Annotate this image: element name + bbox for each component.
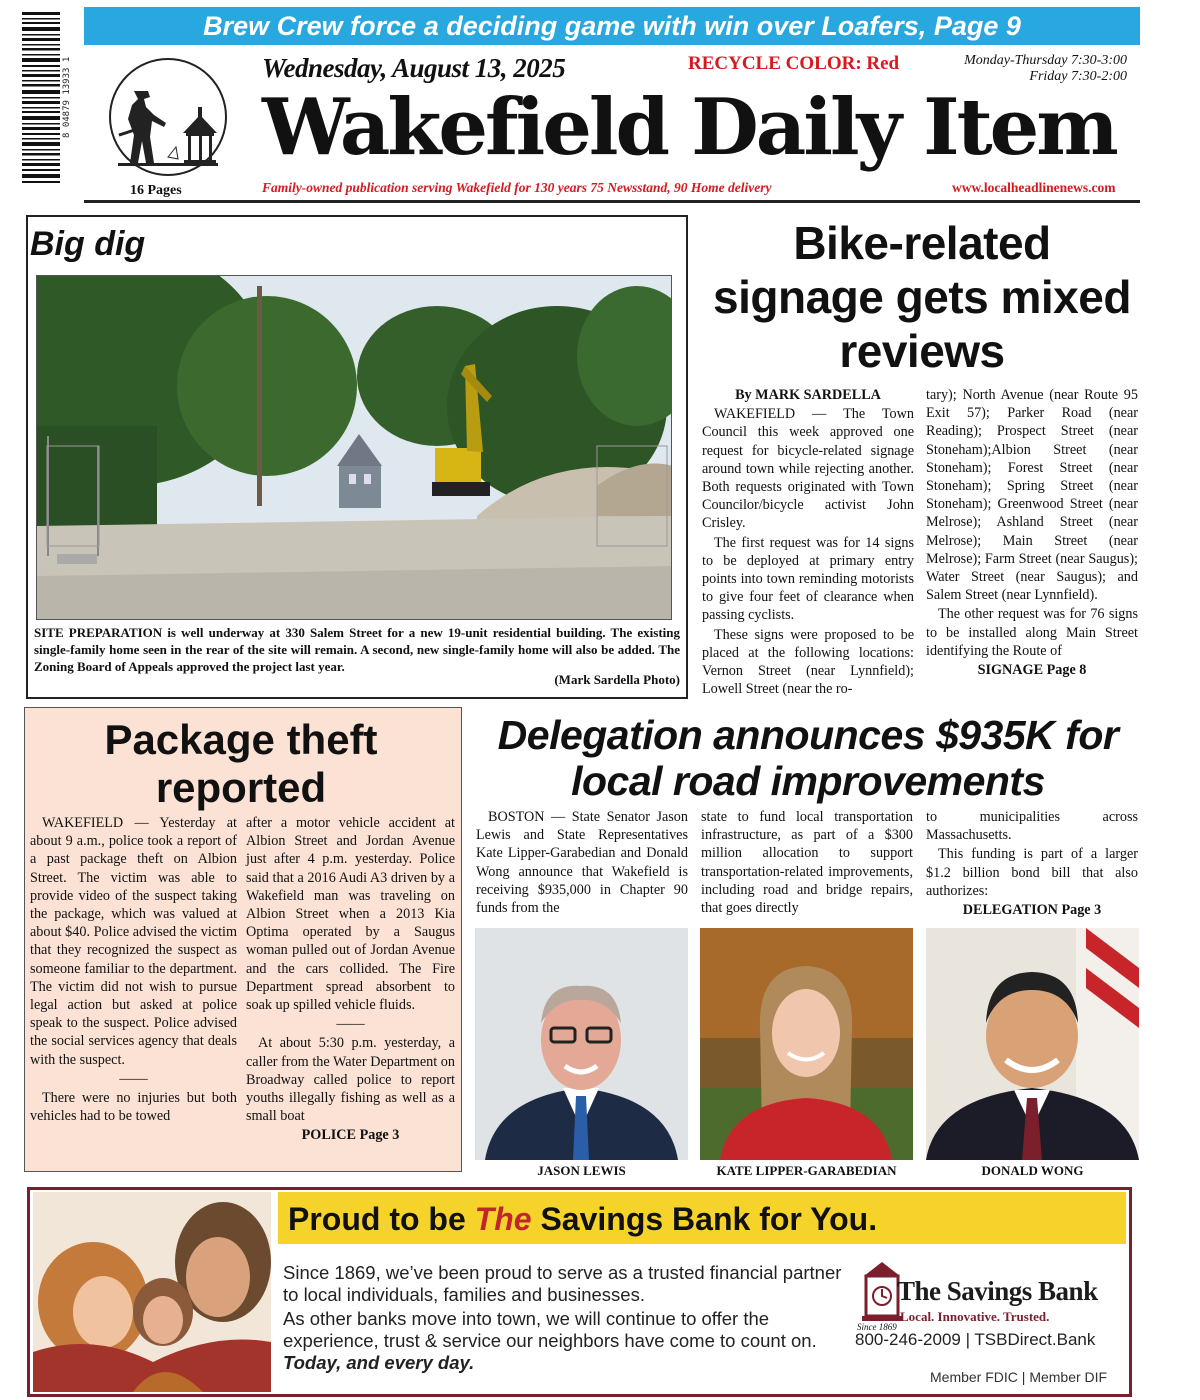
minuteman-logo xyxy=(88,55,248,183)
bigdig-title: Big dig xyxy=(30,225,146,263)
recycle-color: RECYCLE COLOR: Red xyxy=(688,53,900,74)
bike-paragraph-5: The other request was for 76 signs to be installed along Main Street identifying the Route of xyxy=(926,606,1138,659)
theft-paragraph-1: WAKEFIELD — Yesterday at about 9 a.m., police took a report of a past package theft on Albion Street. The victim was able to provide video of the suspect taking the package, which was valued at about $40. Police advised the victim that they recognized the suspect as someone familiar to the department. The victim did not wish to pursue legal action but asked at police speak to the suspect. Police advised the social services agency that deals with the suspect. xyxy=(30,815,237,1068)
bike-column-2 xyxy=(926,386,1138,680)
bank-since: Since 1869 xyxy=(857,1322,897,1332)
barcode-digits: 8 04879 13933 1 xyxy=(62,56,72,139)
promo-banner[interactable]: Brew Crew force a deciding game with win over Loafers, Page 9 xyxy=(84,7,1140,45)
issue-date: Wednesday, August 13, 2025 xyxy=(262,53,566,83)
delegation-paragraph-2: state to fund local transportation infrastructure, as part of a $300 million allocation to support transportation-related improvements, including road and bridge repairs, that goes directly xyxy=(701,809,913,917)
bike-column-1 xyxy=(702,386,914,699)
theft-headline[interactable]: Package theft reported xyxy=(104,716,378,811)
masthead-rule xyxy=(84,200,1140,203)
portrait-donald-wong xyxy=(926,928,1139,1160)
theft-column-1 xyxy=(30,814,237,1126)
bike-paragraph-3: These signs were proposed to be placed at the following locations: Vernon Street (near Lynnfield); Lowell Street (near the ro- xyxy=(702,626,914,698)
bike-jump-line[interactable]: SIGNAGE Page 8 xyxy=(977,662,1087,679)
hours-friday: Friday 7:30-2:00 xyxy=(1029,69,1127,84)
page-count: 16 Pages xyxy=(130,183,182,198)
ad-body-paragraph-2: As other banks move into town, we will continue to offer the experience, trust & service our neighbors have come to count on. Today, and every day. xyxy=(283,1308,817,1373)
delegation-column-3 xyxy=(926,808,1138,920)
ad-body-paragraph-1: Since 1869, we’ve been proud to serve as a trusted financial partner to local individuals, families and businesses. xyxy=(283,1262,842,1305)
theft-jump-line[interactable]: POLICE Page 3 xyxy=(301,1127,400,1144)
photo-caption: SITE PREPARATION is well underway at 330 Salem Street for a new 19-unit residential building. The existing single-family home seen in the rear of the site will remain. A second, new single-family home will also be added. The Zoning Board of Appeals approved the project last year. xyxy=(34,625,680,674)
bike-paragraph-1: WAKEFIELD — The Town Council this week approved one request for bicycle-related signage around town while rejecting another. Both requests originated with Town Councilor/bicycle activist John Crisley. xyxy=(702,406,914,532)
caption-donald-wong: DONALD WONG xyxy=(981,1163,1084,1178)
caption-kate-lipper-garabedian: KATE LIPPER-GARABEDIAN xyxy=(716,1163,897,1178)
theft-paragraph-3: after a motor vehicle accident at Albion Street and Jordan Avenue just after 4 p.m. yesterday. Police said that a 2016 Audi A3 driven by a Wakefield man was traveling on Albion Street when a 2013 Kia Optima operated by a Saugus woman pulled out of Jordan Avenue and the cars collided. The Fire Department spread absorbent to soak up spilled vehicle fluids. xyxy=(246,815,455,1014)
ad-body xyxy=(283,1262,843,1376)
delegation-paragraph-4: This funding is part of a larger $1.2 billion bond bill that also authorizes: xyxy=(926,846,1138,899)
bank-name: The Savings Bank xyxy=(897,1276,1098,1306)
delegation-headline[interactable]: Delegation announces $935K for local road improvements xyxy=(497,712,1119,804)
bank-tagline: Local. Innovative. Trusted. xyxy=(900,1309,1050,1324)
family-photo xyxy=(33,1192,271,1392)
theft-paragraph-2: There were no injuries but both vehicles had to be towed xyxy=(30,1090,237,1125)
bank-contact[interactable]: 800-246-2009 | TSBDirect.Bank xyxy=(855,1330,1096,1349)
ad-headline: Proud to be The Savings Bank for You. xyxy=(288,1201,878,1237)
delegation-jump-line[interactable]: DELEGATION Page 3 xyxy=(962,902,1102,919)
barcode xyxy=(22,10,60,185)
delegation-column-2 xyxy=(701,808,913,918)
delegation-paragraph-1: BOSTON — State Senator Jason Lewis and State Representatives Kate Lipper-Garabedian and Donald Wong announce that Wakefield is receiving $935,000 in Chapter 90 funds from the xyxy=(476,809,688,917)
hours-weekday: Monday-Thursday 7:30-3:00 xyxy=(964,53,1127,68)
caption-jason-lewis: JASON LEWIS xyxy=(537,1163,626,1178)
nameplate: Wakefield Daily Item xyxy=(262,82,1116,173)
website-link[interactable]: www.localheadlinenews.com xyxy=(952,180,1116,195)
portrait-kate-lipper-garabedian xyxy=(700,928,913,1160)
photo-credit: (Mark Sardella Photo) xyxy=(554,672,680,687)
delegation-paragraph-3: to municipalities across Massachusetts. xyxy=(926,809,1138,844)
bike-headline[interactable]: Bike-related signage gets mixed reviews xyxy=(713,217,1131,377)
bank-member-note: Member FDIC | Member DIF xyxy=(930,1369,1108,1385)
theft-separator-2: —— xyxy=(336,1016,365,1033)
portrait-jason-lewis xyxy=(475,928,688,1160)
theft-separator: —— xyxy=(119,1070,148,1087)
delegation-column-1 xyxy=(476,808,688,918)
bike-byline: By MARK SARDELLA xyxy=(735,387,881,403)
bike-paragraph-2: The first request was for 14 signs to be deployed at primary entry points into town reminding motorists to give four feet of clearance when passing cyclists. xyxy=(702,534,914,624)
bike-paragraph-4: tary); North Avenue (near Route 95 Exit 57); Parker Road (near Reading); Prospect Street (near Stoneham);Albion Street (near Stoneham); Forest Street (near Stoneham); Spring Street (near Stoneham); Greenwood Street (near Melrose); Ashland Street (near Melrose); Main Street (near Melrose); Farm Street (near Saugus); Water Street (near Saugus); and Salem Street (near Lynnfield). xyxy=(926,387,1138,604)
theft-paragraph-4: At about 5:30 p.m. yesterday, a caller from the Water Department on Broadway called police to report youths illegally fishing as well as a small boat xyxy=(246,1035,455,1125)
construction-photo[interactable] xyxy=(36,275,672,620)
construction-scene xyxy=(37,276,672,620)
theft-column-2 xyxy=(246,814,455,1146)
tagline: Family-owned publication serving Wakefield for 130 years 75 Newsstand, 90 Home delivery xyxy=(262,180,772,195)
